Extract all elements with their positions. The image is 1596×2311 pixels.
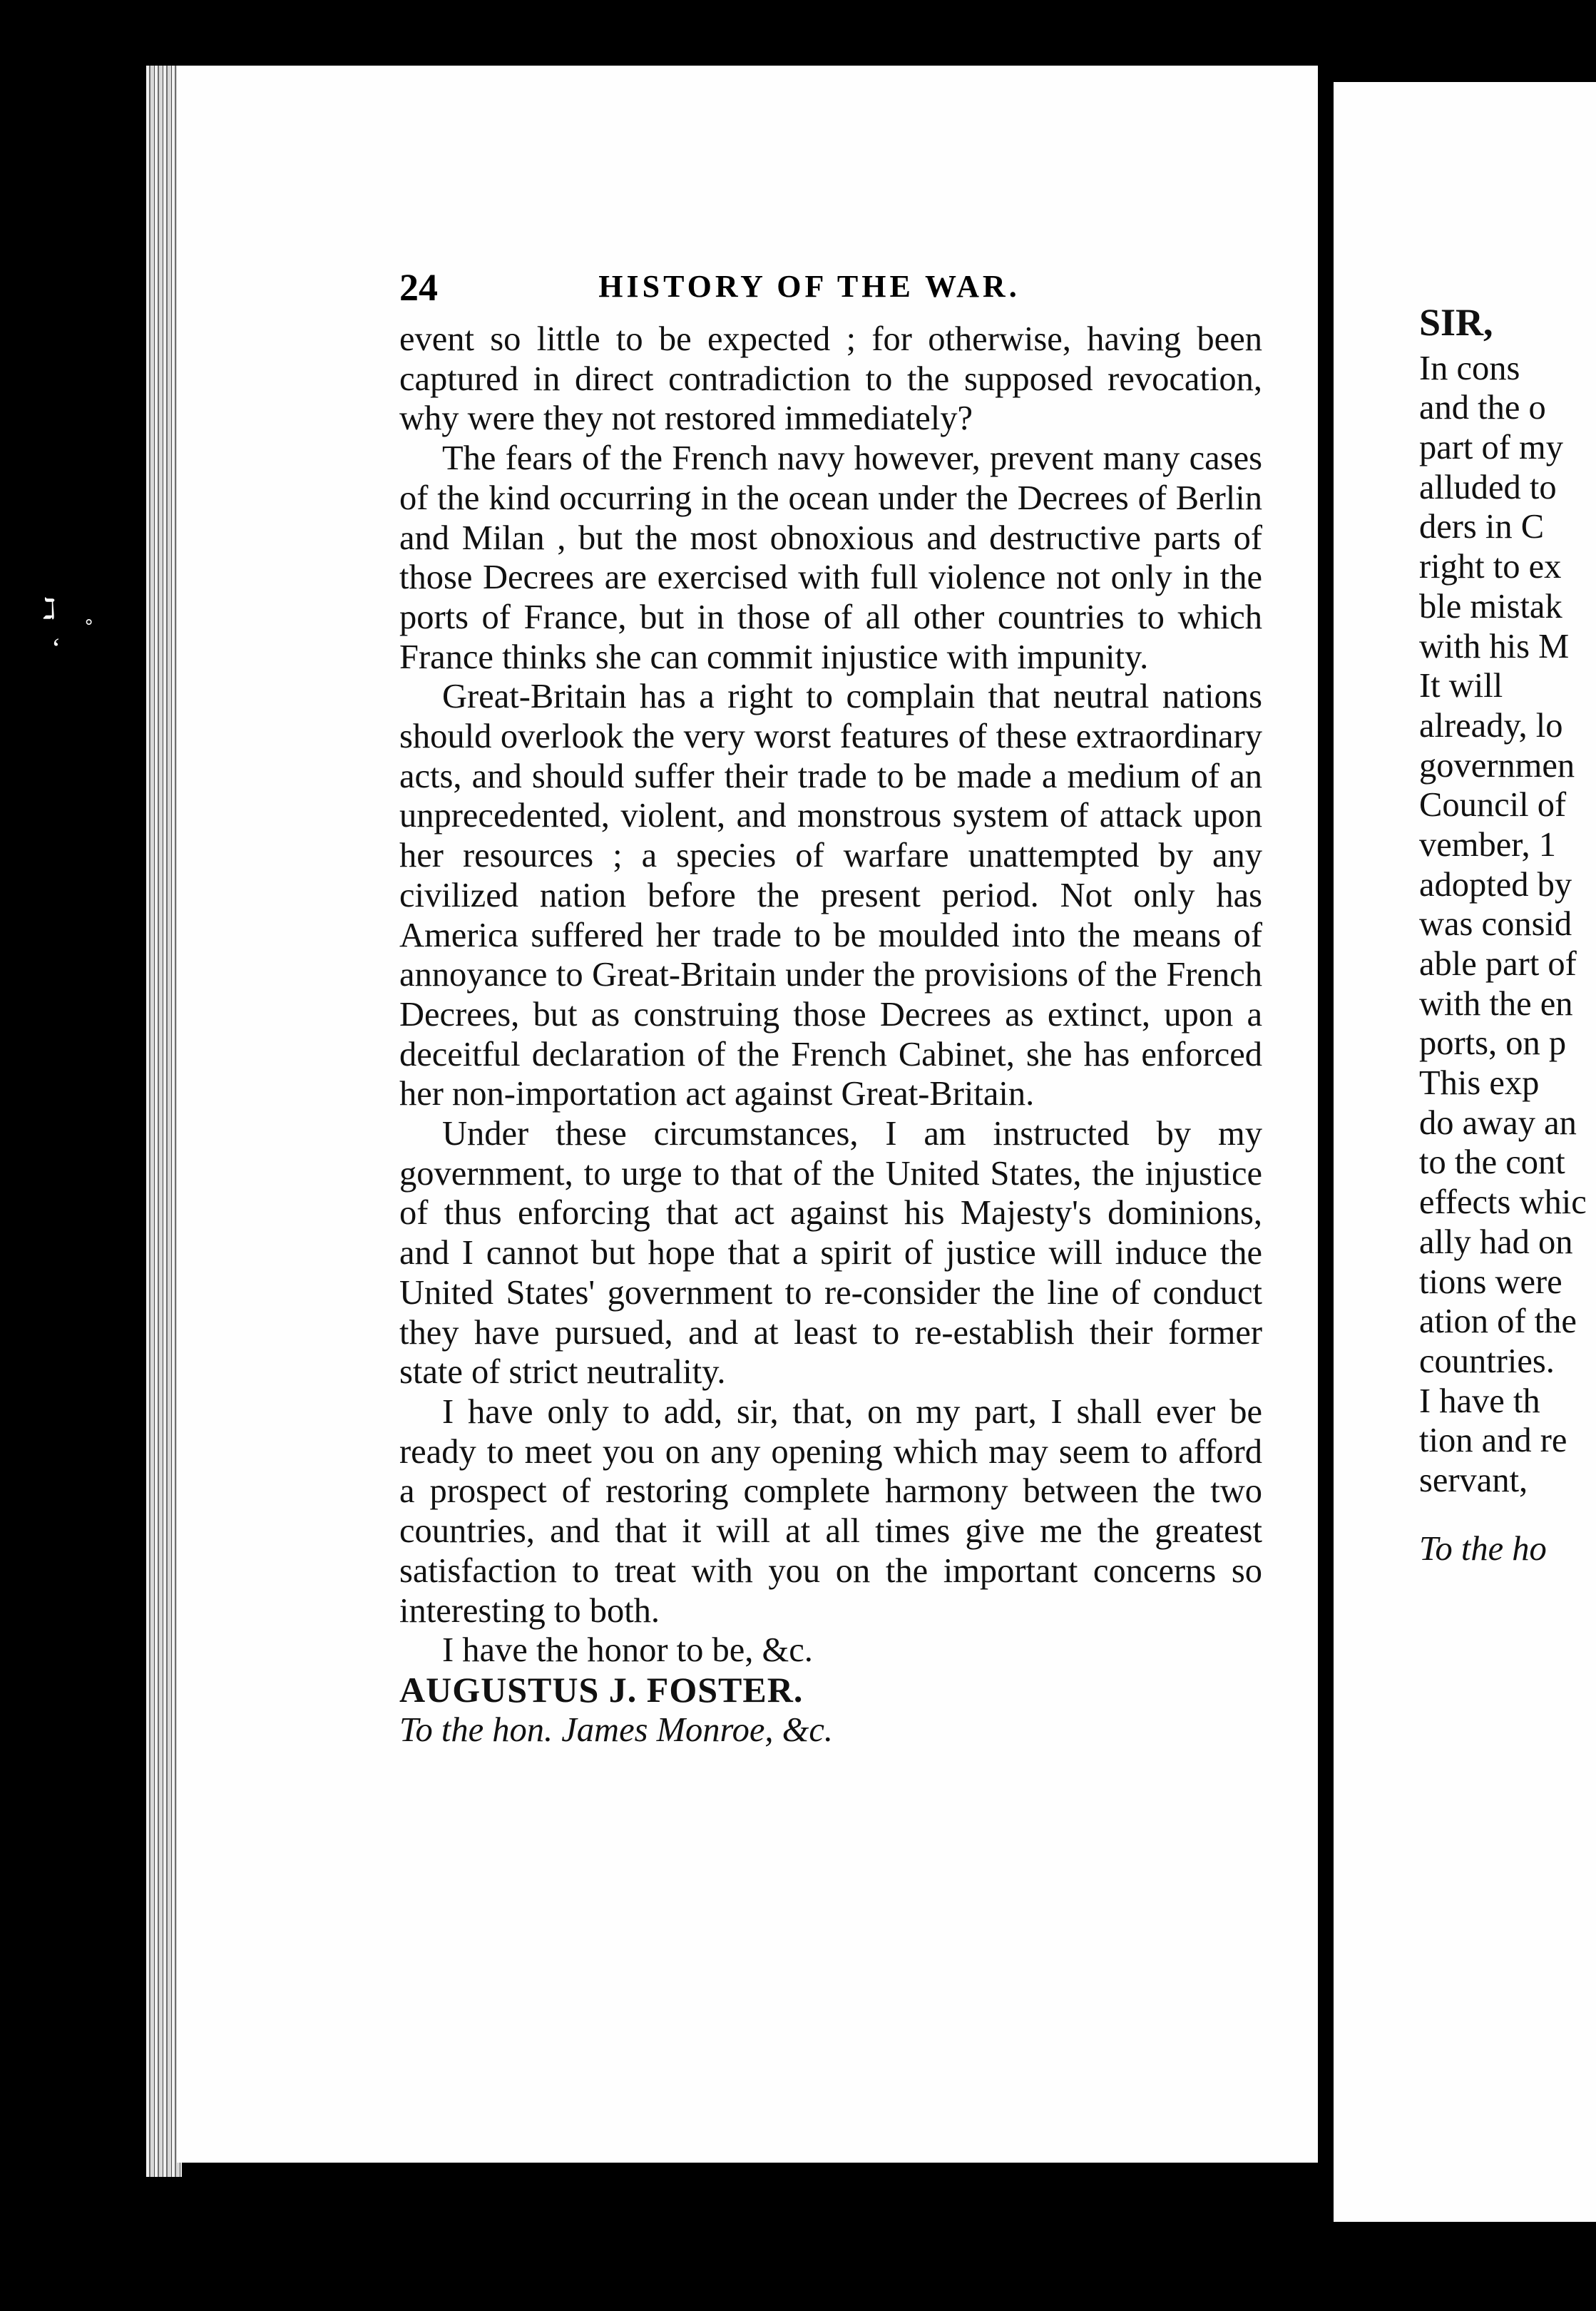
right-page-line: alluded to bbox=[1419, 468, 1557, 506]
right-page-line: ble mistak bbox=[1419, 587, 1562, 626]
addressee-fragment: To the ho bbox=[1419, 1529, 1547, 1568]
right-page-line: do away an bbox=[1419, 1103, 1577, 1142]
right-page-line: Council of bbox=[1419, 786, 1567, 825]
right-page bbox=[1334, 82, 1596, 2222]
paragraph: event so little to be expected ; for otherwise, having been captured in direct contradiction to the supposed revocation, why were they not restored immediately? bbox=[399, 320, 1262, 438]
right-page-line: and the o bbox=[1419, 389, 1546, 427]
right-page-line: ders in C bbox=[1419, 508, 1545, 546]
right-page-line: It will bbox=[1419, 667, 1503, 705]
closing-line: I have the honor to be, &c. bbox=[442, 1631, 813, 1670]
right-page-line: already, lo bbox=[1419, 706, 1563, 745]
signature: AUGUSTUS J. FOSTER. bbox=[399, 1669, 804, 1710]
running-title: HISTORY OF THE WAR. bbox=[598, 269, 1020, 304]
right-page-line: countries. bbox=[1419, 1342, 1555, 1380]
scan-mark: ‘ bbox=[51, 632, 61, 664]
running-head bbox=[399, 265, 1219, 308]
right-page-line: effects whic bbox=[1419, 1183, 1587, 1222]
right-page-line: vember, 1 bbox=[1419, 825, 1556, 864]
scan-mark: ˚ bbox=[84, 614, 94, 646]
right-page-text bbox=[1419, 303, 1596, 1568]
page-number: 24 bbox=[399, 266, 438, 309]
right-page-line: governmen bbox=[1419, 746, 1575, 785]
addressee: To the hon. James Monroe, &c. bbox=[399, 1710, 833, 1749]
paragraph: The fears of the French navy however, prevent many cases of the kind occurring in the ocean under the Decrees of Berlin and Milan , but the most obnoxious and destructive parts of those Decrees are exercised with full violence not only in the ports of France, but in those of all other countries to which France thinks she can commit injustice with impunity. bbox=[399, 439, 1262, 676]
right-page-line: with the en bbox=[1419, 984, 1573, 1023]
right-page-lines bbox=[1419, 349, 1596, 1501]
salutation: SIR, bbox=[1419, 301, 1493, 344]
right-page-line: able part of bbox=[1419, 945, 1577, 983]
right-page-line: was consid bbox=[1419, 905, 1572, 944]
right-page-line: ports, on p bbox=[1419, 1024, 1567, 1063]
right-page-line: right to ex bbox=[1419, 548, 1562, 586]
right-page-line: In cons bbox=[1419, 349, 1520, 387]
letter-body bbox=[399, 320, 1262, 1750]
right-page-line: This exp bbox=[1419, 1064, 1540, 1103]
right-page-line: with his M bbox=[1419, 627, 1570, 665]
right-page-line: tions were bbox=[1419, 1262, 1562, 1301]
scan-mark: ℷ bbox=[43, 593, 56, 625]
right-page-line: part of my bbox=[1419, 429, 1564, 467]
right-page-line: ally had on bbox=[1419, 1223, 1573, 1261]
paragraph: Great-Britain has a right to complain that neutral nations should overlook the very worst features of these extraordinary acts, and should suffer their trade to be made a medium of an unprecedented, violent, and monstrous system of attack upon her resources ; a species of warfare unattempted by any civilized nation before the present period. Not only has America suffered her trade to be moulded into the means of annoyance to Great-Britain under the provisions of the French Decrees, but as construing those Decrees as extinct, upon a deceitful declaration of the French Cabinet, she has enforced her non-importation act against Great-Britain. bbox=[399, 678, 1262, 1113]
right-page-line: to the cont bbox=[1419, 1143, 1565, 1182]
right-page-line: ation of the bbox=[1419, 1302, 1577, 1341]
right-page-line: servant, bbox=[1419, 1461, 1528, 1499]
paragraph: Under these circumstances, I am instructed by my government, to urge to that of the United States, the injustice of thus enforcing that act against his Majesty's dominions, and I cannot but hope that a spirit of justice will induce the United States' government to re-consider the line of conduct they have pursued, and at least to re-establish their former state of strict neutrality. bbox=[399, 1115, 1262, 1392]
paragraph: I have only to add, sir, that, on my part, I shall ever be ready to meet you on any opening which may seem to afford a prospect of restoring complete harmony between the two countries, and that it will at all times give me the greatest satisfaction to treat with you on the important concerns so interesting to both. bbox=[399, 1392, 1262, 1630]
right-page-line: tion and re bbox=[1419, 1422, 1567, 1460]
right-page-line: adopted by bbox=[1419, 865, 1572, 904]
right-page-line: I have th bbox=[1419, 1382, 1540, 1420]
